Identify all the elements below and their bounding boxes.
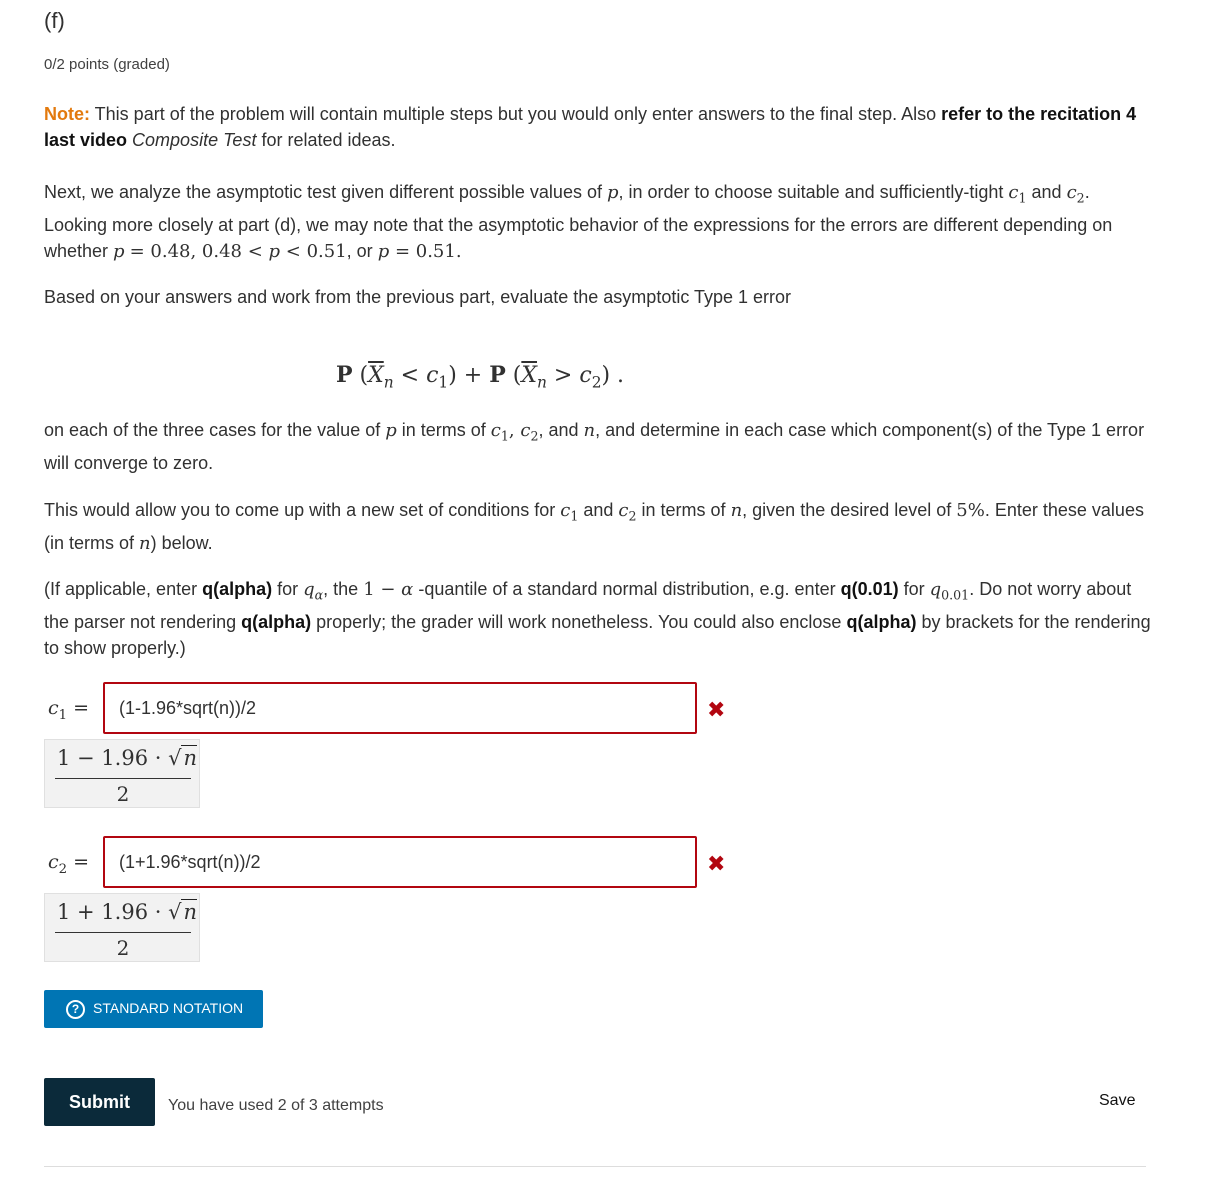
evaluate-paragraph: Based on your answers and work from the previous part, evaluate the asymptotic Type 1 error xyxy=(44,287,792,307)
fraction-bar xyxy=(55,778,191,779)
text-run: Next, we analyze the asymptotic test given different possible values of xyxy=(44,182,607,202)
incorrect-icon: ✖ xyxy=(707,697,726,722)
label-sub: 1 xyxy=(58,707,68,723)
text-run: . Enter these values (in terms of xyxy=(44,500,1144,553)
notation-label: STANDARD NOTATION xyxy=(93,999,244,1016)
instructions-paragraph: (If applicable, enter q(alpha) for $q_\alpha$, the 1 − α -quantile of a standard normal distribution, e.g. enter q(0.01) for $q_{0.01}$. Do not worry about the parser not rendering q(alpha) properly; the grader will work nonetheless. You could also enclose q(alpha) by brackets for the rendering to show properly.) xyxy=(44,579,1151,658)
text-run: and xyxy=(1031,182,1067,202)
cases-paragraph: on each of the three cases for the value of p in terms of $c_1$, $c_2$, and n, and determine in each case which component(s) of the Type 1 error will converge to zero. xyxy=(44,420,1145,473)
text-run: and xyxy=(578,500,619,520)
c1-label: $c_1$ = xyxy=(48,697,90,723)
divider xyxy=(44,1166,1146,1167)
text-run: for xyxy=(898,579,930,599)
type1-error-equation: P $(\overline{X}_n < c_1) + P$ $(\overline{X}_n > c_2)$ . xyxy=(335,362,625,392)
code-bold: q(alpha) xyxy=(241,611,312,632)
save-button[interactable]: Save xyxy=(1095,1090,1139,1112)
sqrt-arg: n xyxy=(183,746,198,770)
text-run: This would allow you to come up with a new set of conditions for xyxy=(44,500,561,520)
preview-numerator xyxy=(57,900,197,924)
text-run: , and xyxy=(538,420,584,440)
text-run: . Do not worry about the parser not rendering xyxy=(44,579,1132,632)
text-run: . Looking more closely at part (d), we may note that the asymptotic behavior of the expressions for the errors are different depending on whether xyxy=(44,182,1113,261)
text-run: , in order to choose suitable and sufficiently-tight xyxy=(618,182,1009,202)
problem-heading: (f) xyxy=(44,8,65,33)
code-bold: q(alpha) xyxy=(846,611,917,632)
preview-denominator: 2 xyxy=(116,782,130,806)
submit-button[interactable]: Submit xyxy=(44,1078,155,1126)
text-run: in terms of xyxy=(636,500,731,520)
sqrt-arg: n xyxy=(183,900,198,924)
sqrt-icon: √ xyxy=(168,900,182,924)
text-run: (If applicable, enter xyxy=(44,579,203,599)
text-run: , and determine in each case which component(s) of the Type 1 error will converge to zero. xyxy=(44,420,1145,473)
note-paragraph xyxy=(44,101,1154,153)
note-bold-ref: refer to the recitation 4 last video xyxy=(44,104,1137,150)
label-letter: c xyxy=(48,851,59,873)
note-italic-ref: Composite Test xyxy=(132,130,257,150)
text-run: for xyxy=(272,579,304,599)
preview-numerator xyxy=(57,746,197,770)
sqrt-icon: √ xyxy=(168,746,182,770)
attempts-status: You have used 2 of 3 attempts xyxy=(168,1097,384,1114)
conditions-paragraph: This would allow you to come up with a new set of conditions for $c_1$ and $c_2$ in terms of n, given the desired level of 5%. Enter these values (in terms of n) below. xyxy=(44,500,1144,554)
label-letter: c xyxy=(48,697,59,719)
preview-denominator: 2 xyxy=(116,936,130,960)
code-bold: q(alpha) xyxy=(202,579,273,599)
text-run: -quantile of a standard normal distribution, e.g. enter xyxy=(413,579,841,599)
c2-label: $c_2$ = xyxy=(48,851,90,877)
help-icon: ? xyxy=(66,1000,85,1019)
text-run: , the xyxy=(323,579,364,599)
label-sub: 2 xyxy=(58,861,68,877)
text-run: in terms of xyxy=(396,420,491,440)
text-run: , or xyxy=(346,240,378,261)
c1-input[interactable] xyxy=(103,682,697,734)
c2-preview xyxy=(44,893,200,962)
incorrect-icon: ✖ xyxy=(707,851,726,876)
text-run: by brackets for the rendering to show properly.) xyxy=(44,611,1151,658)
c1-preview xyxy=(44,739,200,808)
points-status: 0/2 points (graded) xyxy=(44,56,170,73)
text-run: ) below. xyxy=(150,532,213,553)
standard-notation-button[interactable] xyxy=(44,990,263,1028)
note-text-end: for related ideas. xyxy=(256,130,396,150)
c2-input[interactable] xyxy=(103,836,697,888)
text-run: properly; the grader will work nonetheless. You could also enclose xyxy=(311,611,847,632)
note-label: Note: xyxy=(44,104,90,124)
text-run: on each of the three cases for the value of xyxy=(44,420,386,440)
numerator-text: 1 + 1.96 · xyxy=(57,900,169,924)
code-bold: q(0.01) xyxy=(840,579,899,599)
fraction-bar xyxy=(55,932,191,933)
analysis-paragraph: Next, we analyze the asymptotic test given different possible values of p, in order to choose suitable and sufficiently-tight $c_1$ and $c_2$. Looking more closely at part (d), we may note that the asymptotic behavior of the expressions for the errors are different depending on whether p = 0.48, 0.48 < p < 0.51, or p = 0.51. xyxy=(44,182,1113,262)
numerator-text: 1 − 1.96 · xyxy=(57,746,169,770)
note-text: This part of the problem will contain multiple steps but you would only enter answers to the final step. Also xyxy=(90,104,942,124)
text-run: , given the desired level of xyxy=(742,500,957,520)
